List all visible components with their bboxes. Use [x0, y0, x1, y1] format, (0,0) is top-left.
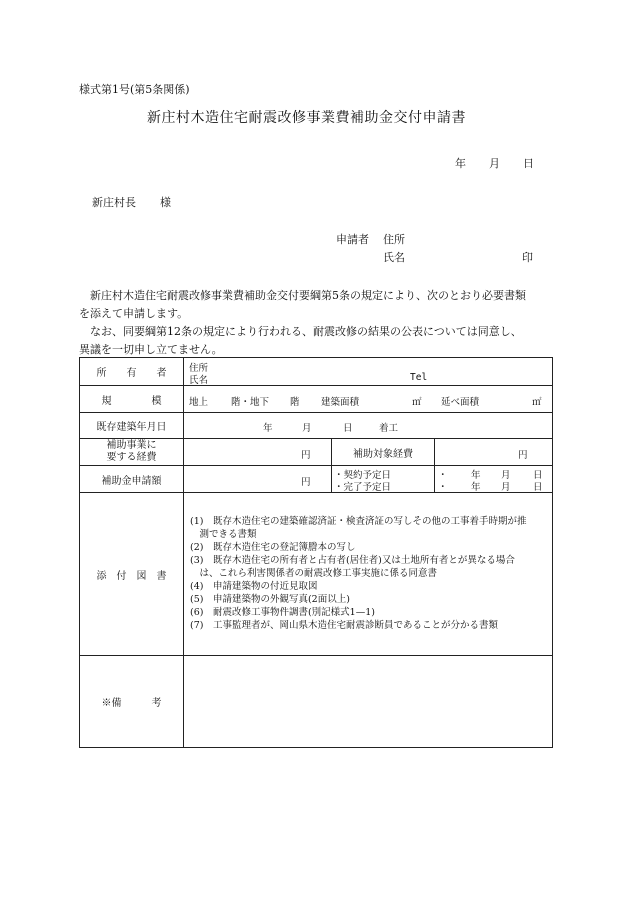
schedule-dates-cell[interactable]: [435, 466, 553, 493]
eligible-cost-label: 補助対象経費: [332, 439, 435, 466]
built-date-cell[interactable]: [184, 413, 553, 439]
contract-dot: ・: [438, 470, 448, 481]
scale-floors-basement: 階・地下: [231, 397, 270, 408]
attachments-row: [80, 493, 553, 656]
remarks-cell[interactable]: [184, 656, 553, 748]
built-date-month: 月: [302, 423, 312, 434]
built-date-row: [80, 413, 553, 439]
eligible-cost-yen: 円: [518, 450, 528, 461]
contract-month: 月: [501, 470, 511, 481]
owner-row: [80, 358, 553, 386]
attachment-item: (1) 既存木造住宅の建築確認済証・検査済証の写しその他の工事着手時期が推: [190, 516, 527, 527]
applicant-label: 申請者: [336, 233, 369, 246]
page-title: 新庄村木造住宅耐震改修事業費補助金交付申請書: [147, 110, 466, 126]
attachment-item: (2) 既存木造住宅の登記簿謄本の写し: [190, 542, 356, 553]
application-form-table: [79, 357, 553, 748]
scale-floor-area-label: 延べ面積: [441, 397, 480, 408]
built-date-year: 年: [263, 423, 273, 434]
body-para2-line2: 異議を一切申し立てません。: [79, 343, 223, 356]
contract-day: 日: [533, 470, 543, 481]
scale-row: [80, 386, 553, 413]
contract-date-label: ・契約予定日: [334, 470, 392, 481]
scale-above-ground: 地上: [189, 397, 209, 408]
subsidy-row: [80, 466, 553, 493]
attachment-item: (7) 工事監理者が、岡山県木造住宅耐震診断員であることが分かる書類: [190, 620, 498, 631]
schedule-label-cell: [332, 466, 435, 493]
attachment-item: 測できる書類: [190, 529, 257, 540]
owner-cell[interactable]: [184, 358, 553, 386]
attachments-label: 添 付 図 書: [80, 493, 184, 656]
owner-tel-label: Tel: [410, 372, 428, 383]
completion-month: 月: [501, 482, 511, 493]
completion-year: 年: [471, 482, 481, 493]
built-date-day: 日: [343, 423, 353, 434]
applicant-address-label: 住所: [383, 233, 405, 246]
project-cost-label: [80, 439, 184, 466]
eligible-cost-value-cell[interactable]: [435, 439, 553, 466]
date-month-label: 月: [489, 157, 500, 170]
remarks-row: [80, 656, 553, 748]
scale-unit-sqm-2: ㎡: [532, 397, 542, 408]
attachments-cell: [184, 493, 553, 656]
scale-unit-sqm-1: ㎡: [412, 397, 422, 408]
project-cost-value-cell[interactable]: [184, 439, 332, 466]
scale-building-area-label: 建築面積: [321, 397, 360, 408]
owner-address-label: 住所: [189, 363, 209, 374]
scale-floors: 階: [290, 397, 300, 408]
form-number: 様式第1号(第5条関係): [79, 83, 190, 96]
body-para1-line2: を添えて申請します。: [79, 307, 189, 320]
owner-name-label: 氏名: [189, 375, 209, 386]
attachment-item: (5) 申請建築物の外観写真(2面以上): [190, 594, 350, 605]
remarks-label: ※備 考: [80, 656, 184, 748]
project-cost-label-line2: 要する経費: [106, 452, 157, 463]
attachment-item: (6) 耐震改修工事物件調書(別記様式1—1): [190, 607, 375, 618]
built-date-construction-start: 着工: [379, 423, 399, 434]
attachments-list: [190, 515, 526, 632]
completion-date-label: ・完了予定日: [334, 482, 392, 493]
completion-day: 日: [533, 482, 543, 493]
subsidy-label: 補助金申請額: [80, 466, 184, 493]
subsidy-yen: 円: [301, 477, 311, 488]
body-para2-line1: なお、同要綱第12条の規定により行われる、耐震改修の結果の公表については同意し、: [90, 325, 522, 338]
built-date-label: 既存建築年月日: [80, 413, 184, 439]
subsidy-value-cell[interactable]: [184, 466, 332, 493]
attachment-item: (3) 既存木造住宅の所有者と占有者(居住者)又は土地所有者とが異なる場合: [190, 555, 515, 566]
addressee-honorific: 様: [160, 196, 171, 209]
date-year-label: 年: [455, 157, 466, 170]
attachment-item: (4) 申請建築物の付近見取図: [190, 581, 318, 592]
owner-label: 所 有 者: [80, 358, 184, 386]
project-cost-label-line1: 補助事業に: [106, 440, 157, 451]
scale-cell[interactable]: [184, 386, 553, 413]
applicant-name-label: 氏名: [383, 251, 405, 264]
project-cost-yen: 円: [301, 450, 311, 461]
contract-year: 年: [471, 470, 481, 481]
scale-label: 規 模: [80, 386, 184, 413]
seal-label: 印: [522, 251, 533, 264]
project-cost-row: [80, 439, 553, 466]
date-day-label: 日: [523, 157, 534, 170]
attachment-item: は、これら利害関係者の耐震改修工事実施に係る同意書: [190, 568, 438, 579]
addressee: 新庄村長: [92, 196, 136, 209]
completion-dot: ・: [438, 482, 448, 493]
body-para1-line1: 新庄村木造住宅耐震改修事業費補助金交付要綱第5条の規定により、次のとおり必要書類: [90, 289, 526, 302]
